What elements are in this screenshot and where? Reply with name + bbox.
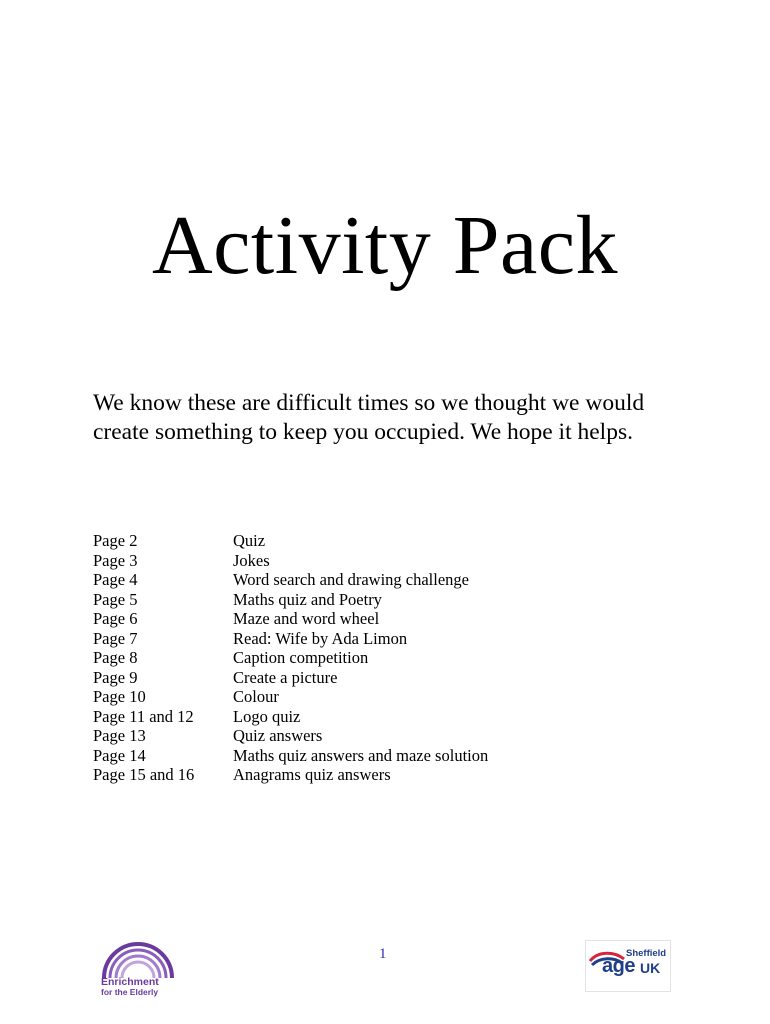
contents-title: Maths quiz and Poetry bbox=[233, 589, 382, 609]
contents-row bbox=[93, 590, 653, 610]
contents-title: Logo quiz bbox=[233, 706, 301, 726]
contents-page: Page 10 bbox=[93, 687, 146, 706]
enrichment-logo-line2: for the Elderly bbox=[101, 987, 159, 997]
contents-page: Page 7 bbox=[93, 628, 138, 648]
contents-title: Caption competition bbox=[233, 648, 369, 667]
contents-title: Anagrams quiz answers bbox=[233, 765, 391, 784]
contents-list bbox=[93, 531, 653, 785]
contents-page: Page 5 bbox=[93, 589, 138, 609]
contents-row bbox=[93, 551, 653, 571]
contents-page: Page 4 bbox=[93, 570, 138, 589]
contents-page: Page 13 bbox=[93, 726, 146, 745]
contents-row bbox=[93, 570, 653, 590]
contents-row bbox=[93, 629, 653, 649]
contents-title: Word search and drawing challenge bbox=[233, 570, 469, 589]
contents-title: Maths quiz answers and maze solution bbox=[233, 745, 489, 765]
contents-row bbox=[93, 687, 653, 707]
contents-row bbox=[93, 531, 653, 551]
contents-row bbox=[93, 609, 653, 629]
contents-title: Jokes bbox=[233, 550, 270, 570]
contents-row bbox=[93, 648, 653, 668]
contents-page: Page 8 bbox=[93, 648, 138, 667]
document-title: Activity Pack bbox=[151, 199, 619, 292]
contents-title: Maze and word wheel bbox=[233, 609, 380, 628]
contents-title: Quiz bbox=[233, 531, 266, 550]
age-uk-age-text: age bbox=[602, 955, 635, 977]
age-uk-sheffield-text: Sheffield bbox=[626, 948, 667, 959]
intro-paragraph: We know these are difficult times so we thought we would create something to keep you occupied. We hope it helps. bbox=[93, 390, 645, 445]
contents-page: Page 15 and 16 bbox=[93, 765, 195, 784]
contents-row bbox=[93, 746, 653, 766]
contents-row bbox=[93, 765, 653, 785]
contents-page: Page 9 bbox=[93, 667, 138, 687]
contents-title: Create a picture bbox=[233, 667, 338, 687]
contents-page: Page 11 and 12 bbox=[93, 706, 194, 726]
contents-row bbox=[93, 707, 653, 727]
contents-page: Page 3 bbox=[93, 550, 138, 570]
contents-page: Page 2 bbox=[93, 531, 138, 550]
contents-page: Page 6 bbox=[93, 609, 138, 628]
age-uk-uk-text: UK bbox=[640, 960, 661, 976]
contents-page: Page 14 bbox=[93, 745, 146, 765]
age-uk-sheffield-logo bbox=[585, 940, 671, 992]
contents-title: Colour bbox=[233, 687, 279, 706]
enrichment-logo-line1: Enrichment bbox=[101, 976, 159, 988]
contents-title: Quiz answers bbox=[233, 726, 323, 745]
contents-row bbox=[93, 726, 653, 746]
contents-row bbox=[93, 668, 653, 688]
page-number: 1 bbox=[379, 946, 387, 962]
contents-title: Read: Wife by Ada Limon bbox=[233, 628, 408, 648]
enrichment-logo-text bbox=[101, 977, 181, 997]
